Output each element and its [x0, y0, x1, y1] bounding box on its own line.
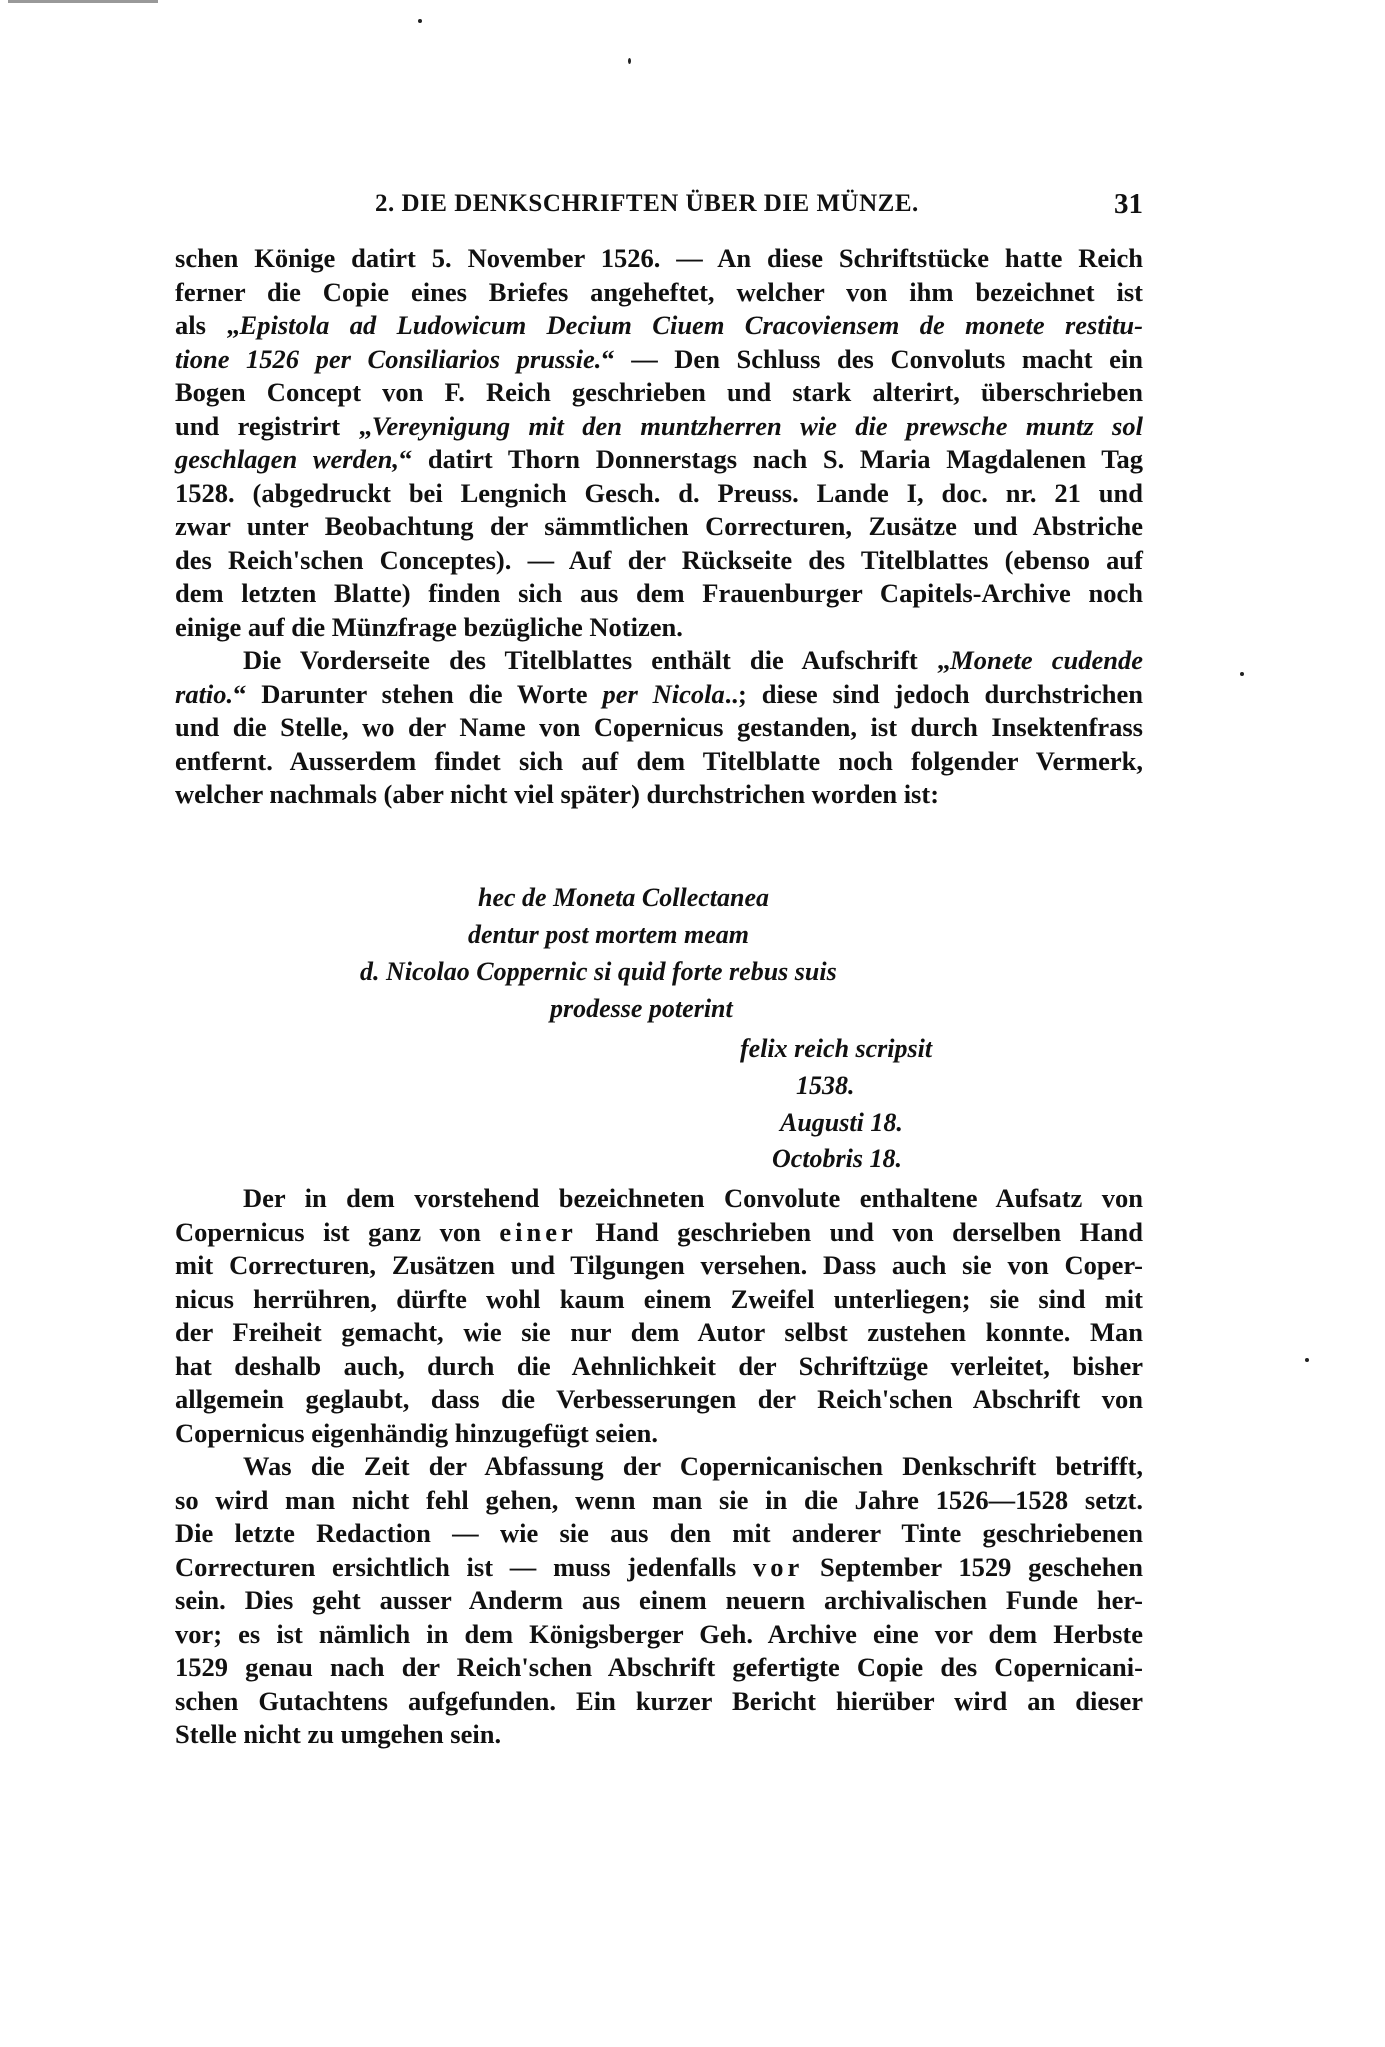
paragraph-4 — [175, 1450, 1143, 1752]
page-body-continued — [175, 1182, 1143, 1752]
text-span: und registrirt „ — [175, 410, 372, 441]
text-line: einige auf die Münzfrage bezügliche Notizen. — [175, 611, 683, 642]
text-line: mit Correcturen, Zusätzen und Tilgungen versehen. Dass auch sie von Coper- — [175, 1250, 1143, 1280]
verse-line: d. Nicolao Coppernic si quid forte rebus suis — [360, 957, 837, 986]
italic-quote: Epistola ad Ludowicum Decium Ciuem Cracoviensem de monete restitu- — [239, 310, 1143, 340]
verse-line: felix reich scripsit — [740, 1034, 933, 1063]
text-line — [175, 1216, 1143, 1250]
text-line: ferner die Copie eines Briefes angeheftet, welcher von ihm bezeichnet ist — [175, 276, 1143, 307]
verse-line: Augusti 18. — [780, 1108, 903, 1137]
text-line: dem letzten Blatte) finden sich aus dem Frauenburger Capitels-Archive noch — [175, 578, 1143, 608]
text-span: Die Vorderseite des Titelblattes enthält die Aufschrift „ — [243, 645, 951, 675]
scan-artifact — [8, 0, 158, 3]
italic-quote: tione 1526 per Consiliarios prussie. — [175, 343, 602, 374]
text-line: zwar unter Beobachtung der sämmtlichen Correcturen, Zusätze und Abstriche — [175, 511, 1143, 541]
text-line: schen Könige datirt 5. November 1526. — An diese Schriftstücke hatte Reich — [175, 243, 1143, 273]
text-line: Was die Zeit der Abfassung der Copernicanischen Denkschrift betrifft, — [243, 1451, 1143, 1481]
text-line: nicus herrühren, dürfte wohl kaum einem Zweifel unterliegen; sie sind mit — [175, 1283, 1143, 1314]
text-span: Hand geschrieben und von derselben Hand — [576, 1216, 1143, 1247]
text-line: der Freiheit gemacht, wie sie nur dem Autor selbst zustehen konnte. Man — [175, 1317, 1143, 1347]
text-line: Copernicus eigenhändig hinzugefügt seien. — [175, 1417, 658, 1448]
spaced-emphasis: vor — [752, 1551, 804, 1582]
text-line: so wird man nicht fehl gehen, wenn man sie in die Jahre 1526—1528 setzt. — [175, 1484, 1143, 1515]
chapter-title: 2. DIE DENKSCHRIFTEN ÜBER DIE MÜNZE. — [375, 190, 919, 217]
text-span: “ Darunter stehen die Worte — [233, 678, 603, 709]
scan-speck — [1305, 1358, 1309, 1362]
text-line: 1529 genau nach der Reich'schen Abschrift gefertigte Copie des Copernicani- — [175, 1652, 1143, 1682]
text-line: entfernt. Ausserdem findet sich auf dem Titelblatte noch folgender Vermerk, — [175, 745, 1143, 776]
italic-quote: Vereynigung mit den muntzherren wie die prewsche muntz sol — [371, 410, 1143, 441]
text-span: als „ — [175, 310, 240, 340]
text-line: allgemein geglaubt, dass die Verbesserungen der Reich'schen Abschrift von — [175, 1384, 1143, 1414]
text-line: des Reich'schen Conceptes). — Auf der Rückseite des Titelblattes (ebenso auf — [175, 544, 1143, 575]
running-header — [175, 190, 1143, 230]
text-line: und die Stelle, wo der Name von Copernicus gestanden, ist durch Insektenfrass — [175, 712, 1143, 742]
text-line — [175, 410, 1143, 444]
text-line: sein. Dies geht ausser Anderm aus einem neuern archivalischen Funde her- — [175, 1585, 1143, 1615]
text-line: Stelle nicht zu umgehen sein. — [175, 1719, 502, 1749]
text-line — [175, 309, 1143, 343]
paragraph-3 — [175, 1182, 1143, 1450]
text-span: Correcturen ersichtlich ist — muss jedenfalls — [175, 1551, 753, 1582]
text-line — [175, 1551, 1143, 1585]
text-line — [175, 343, 1143, 377]
verse-line: hec de Moneta Collectanea — [478, 883, 770, 912]
paragraph-1 — [175, 242, 1143, 644]
text-line: schen Gutachtens aufgefunden. Ein kurzer Bericht hierüber wird an dieser — [175, 1685, 1143, 1716]
text-line: vor; es ist nämlich in dem Königsberger Geh. Archive eine vor dem Herbste — [175, 1618, 1143, 1649]
text-span: “ — Den Schluss des Convoluts macht ein — [601, 343, 1144, 374]
text-span: September 1529 geschehen — [803, 1551, 1143, 1582]
verse-line: dentur post mortem meam — [468, 920, 749, 949]
spaced-emphasis: einer — [499, 1216, 577, 1247]
scan-speck — [1240, 672, 1244, 676]
verse-line: 1538. — [796, 1071, 855, 1100]
text-line — [175, 644, 1143, 678]
italic-quote: per Nicola — [602, 678, 725, 709]
page-number: 31 — [1114, 188, 1143, 220]
text-line: Bogen Concept von F. Reich geschrieben und stark alterirt, überschrieben — [175, 377, 1143, 407]
scan-speck — [418, 19, 422, 23]
text-line: Die letzte Redaction — wie sie aus den mit anderer Tinte geschriebenen — [175, 1518, 1143, 1548]
verse-line: Octobris 18. — [772, 1144, 902, 1173]
text-line — [175, 443, 1143, 477]
verse-line: prodesse poterint — [550, 994, 733, 1023]
page-body — [175, 242, 1143, 812]
text-line — [175, 678, 1143, 712]
paragraph-2 — [175, 644, 1143, 812]
scan-speck — [628, 58, 631, 64]
text-span: “ datirt Thorn Donnerstags nach S. Maria Magdalenen Tag — [398, 444, 1143, 474]
text-line: hat deshalb auch, durch die Aehnlichkeit der Schriftzüge verleitet, bisher — [175, 1350, 1143, 1381]
italic-quote: Monete cudende — [950, 645, 1143, 675]
italic-quote: geschlagen werden, — [175, 444, 399, 474]
text-span: ..; diese sind jedoch durchstrichen — [724, 678, 1144, 709]
italic-quote: ratio. — [175, 678, 234, 709]
text-line: welcher nachmals (aber nicht viel später) durchstrichen worden ist: — [175, 779, 940, 809]
text-line: 1528. (abgedruckt bei Lengnich Gesch. d. Preuss. Lande I, doc. nr. 21 und — [175, 477, 1143, 508]
text-line: Der in dem vorstehend bezeichneten Convolute enthaltene Aufsatz von — [243, 1183, 1143, 1213]
text-span: Copernicus ist ganz von — [175, 1216, 500, 1247]
